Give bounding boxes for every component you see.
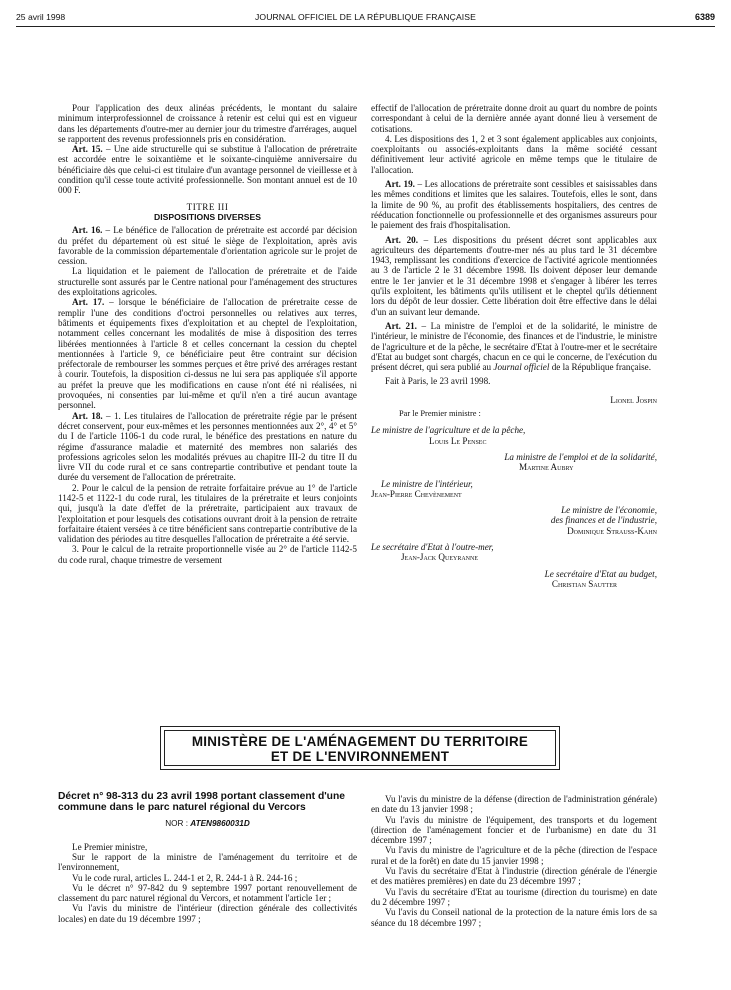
signatory-role: Le ministre de l'économie, [561, 505, 657, 516]
article-19 [371, 179, 657, 230]
article-label: Art. 19. [385, 179, 415, 190]
signature-block [371, 395, 657, 405]
paragraph: effectif de l'allocation de préretraite donne droit au quart du nombre de points correspondant à celui de la dernière année ayant donné lieu à versement de cotisations. [371, 103, 657, 134]
nor-reference [58, 819, 357, 829]
journal-title: JOURNAL OFFICIEL DE LA RÉPUBLIQUE FRANÇAISE [255, 12, 476, 22]
article-text: – Les dispositions du présent décret sont applicables aux agriculteurs des départements d'outre-mer nés au plus tard le 31 décembre 1943, remplissant les conditions d'exercice de l'activité agricole mentionnées au 3 de l'article 2 le 31 décembre 1998. Ils doivent déposer leur demande entre le 1er janvier et le 31 décembre 1998 et s'engager à libérer les terres qu'ils exploitent, les bâtiments qu'ils utilisent et le cheptel qu'ils détiennent lors du dépôt de leur dossier. Cette libération doit être effective dans le délai d'un an suivant leur demande. [371, 234, 657, 317]
paragraph: Vu l'avis du secrétaire d'Etat au tourisme (direction du tourisme) en date du 2 décembre 1997 ; [371, 886, 657, 907]
article-text: – La ministre de l'emploi et de la solidarité, le ministre de l'intérieur, le ministre de l'économie, des finances et de l'industrie, le ministre de l'agriculture et de la pêche, le secrétaire d'Etat à l'outre-mer et le secrétaire d'Etat au budget sont chargés, chacun en ce qui le concerne, de l'exécution du présent décret, qui sera publié au [371, 320, 657, 373]
paragraph: Vu le code rural, articles L. 244-1 et 2, R. 244-1 à R. 244-16 ; [72, 872, 298, 883]
article-text: – Les allocations de préretraite sont cessibles et saisissables dans les mêmes conditions et limites que les salaires. Toutefois, elles le sont, dans la limite de 90 %, au profit des établissements hospitaliers, des centres de rééducation fonctionnelle ou professionnelle et des organismes assureurs pour le paiement des frais d'hospitalisation. [371, 179, 657, 231]
titre-subheading: DISPOSITIONS DIVERSES [154, 211, 261, 222]
signatory-role: Le secrétaire d'Etat au budget, [544, 568, 657, 579]
signatory-name: Jean-Jack Queyranne [401, 552, 479, 563]
article-text: – lorsque le bénéficiaire de l'allocation de préretraite cesse de remplir l'une des conditions d'octroi personnelles ou relatives aux terres, bâtiments et équipements fixes d'exploitation et au cheptel de l'exploitation, notamment celles concernant les modalités de mise à disposition des terres libérées mentionnées à l'article 8 et celles concernant la cession du cheptel mentionnées à l'article 9, ce bénéficiaire peut être contraint sur décision préfectorale de rembourser les sommes perçues et être privé des arrérages restant à courir. Toutefois, la disposition ci-dessus ne lui sera pas appliquée s'il apporte au préfet la preuve que les modifications en cause n'ont été ni réalisées, ni provoquées, ni consenties par lui-même et qu'il n'en a tiré aucun avantage personnel. [58, 297, 357, 411]
paragraph: 2. Pour le calcul de la pension de retraite forfaitaire prévue au 1° de l'article 1142-5 et 1122-1 du code rural, les titulaires de la préretraite et leurs conjoints qui, jusqu'à la date d'effet de la préretraite, participaient aux travaux de l'exploitation et pour lesquels des cotisations ouvrant droit à la pension de retraite forfaitaire étaient versées à ce titre bénéficient sans contrepartie contributive de la validation des périodes au titre desquelles l'allocation de préretraite a été servie. [58, 482, 357, 545]
signatory-role: Le ministre de l'intérieur, [381, 478, 473, 489]
article-label: Art. 17. [72, 297, 105, 308]
article-label: Art. 15. [72, 144, 103, 155]
article-label: Art. 16. [72, 225, 103, 236]
decret-left-column [58, 791, 357, 924]
article-text: – Une aide structurelle qui se substitue à l'allocation de préretraite est accordée entre le soixantième et le soixante-cinquième anniversaire du bénéficiaire dès que celui-ci est titulaire d'un avantage personnel de vieillesse et à condition qu'il cesse toute activité professionnelle. Son montant annuel est de 10 000 F. [58, 144, 357, 196]
decret-title: Décret n° 98-313 du 23 avril 1998 portant classement d'une commune dans le parc naturel régional du Vercors [58, 791, 345, 814]
paragraph: Le Premier ministre, [72, 841, 148, 852]
signatory-role: Par le Premier ministre : [399, 409, 481, 419]
paragraph: 3. Pour le calcul de la retraite proportionnelle visée au 2° de l'article 1142-5 du code rural, chaque trimestre de versement [58, 544, 357, 565]
article-18 [58, 411, 357, 483]
article-text: – 1. Les titulaires de l'allocation de préretraite régie par le présent décret conservent, pour eux-mêmes et les personnes mentionnées aux 2°, 4° et 5° du I de l'article 1106-1 du code rural, le bénéfice des prestations en nature du régime d'assurance maladie et maternité des membres non salariés des professions agricoles selon les modalités prévues au chapitre III-2 du titre II du livre VII du code rural et ce sans contrepartie contributive et pendant toute la durée du versement de l'allocation de préretraite. [58, 410, 358, 483]
left-column [58, 103, 357, 565]
page-header [16, 12, 715, 27]
paragraph: Vu l'avis du ministre de la défense (direction de l'administration générale) en date du 13 janvier 1998 ; [371, 794, 657, 815]
article-label: Art. 20. [385, 234, 418, 245]
article-20 [371, 235, 657, 317]
article-16 [58, 225, 357, 266]
ministry-name-line2: ET DE L'ENVIRONNEMENT [270, 749, 450, 764]
signature-date: Fait à Paris, le 23 avril 1998. [385, 376, 491, 387]
paragraph: Pour l'application des deux alinéas précédents, le montant du salaire minimum interprofessionnel de croissance à retenir est celui qui est en vigueur dans les départements d'outre-mer au dernier jour du trimestre d'arrérages, auquel se rapportent des revenus professionnels pris en considération. [58, 103, 357, 144]
ministry-name-line1: MINISTÈRE DE L'AMÉNAGEMENT DU TERRITOIRE [191, 734, 529, 749]
article-21 [371, 321, 657, 372]
signatory-role: Le secrétaire d'Etat à l'outre-mer, [371, 541, 494, 552]
journal-name: Journal officiel [493, 362, 550, 373]
paragraph: Vu le décret n° 97-842 du 9 septembre 1997 portant renouvellement de classement du parc naturel régional du Vercors, et notamment l'article 1er ; [58, 882, 357, 904]
article-15 [58, 144, 357, 195]
signatory-name: Martine Aubry [519, 462, 574, 473]
signatory-name: Louis Le Pensec [429, 435, 487, 446]
paragraph: Vu l'avis du ministre de l'agriculture et de la pêche (direction de l'espace rural et de la forêt) en date du 15 janvier 1998 ; [371, 845, 657, 866]
decret-right-column [371, 794, 657, 928]
ministry-banner [160, 726, 560, 770]
right-column [371, 103, 657, 589]
titre-heading: TITRE III [186, 201, 229, 212]
nor-label: NOR : [165, 819, 191, 829]
signatory-role: des finances et de l'industrie, [550, 515, 657, 526]
nor-code: ATEN9860031D [190, 819, 250, 829]
signatory-name: Dominique Strauss-Kahn [567, 525, 657, 536]
article-label: Art. 21. [385, 320, 417, 331]
page-number: 6389 [694, 12, 715, 22]
article-label: Art. 18. [72, 410, 103, 421]
article-text: de la République française. [549, 362, 652, 373]
paragraph: Vu l'avis du ministre de l'intérieur (direction générale des collectivités locales) en date du 19 décembre 1997 ; [58, 903, 357, 924]
signatory-role: La ministre de l'emploi et de la solidarité, [504, 451, 657, 462]
paragraph: 4. Les dispositions des 1, 2 et 3 sont également applicables aux conjoints, coexploitants ou associés-exploitants dans la même société cessant définitivement leur activité agricole en même temps que le titulaire de l'allocation. [371, 133, 657, 175]
header-date: 25 avril 1998 [16, 12, 66, 22]
signatory-name: Christian Sautter [551, 578, 617, 589]
paragraph: Vu l'avis du Conseil national de la protection de la nature émis lors de sa séance du 18 décembre 1997 ; [371, 907, 657, 928]
signatory-role: Le ministre de l'agriculture et de la pêche, [371, 425, 526, 436]
paragraph: Vu l'avis du secrétaire d'Etat à l'industrie (direction générale de l'énergie et des matières premières) en date du 23 décembre 1997 ; [371, 866, 657, 887]
signatory-name: Jean-Pierre Chevènement [371, 488, 462, 499]
paragraph: Vu l'avis du ministre de l'équipement, des transports et du logement (direction de l'aménagement foncier et de l'urbanisme) en date du 31 décembre 1997 ; [371, 814, 657, 846]
paragraph: Sur le rapport de la ministre de l'aménagement du territoire et de l'environnement, [58, 852, 357, 873]
article-text: – Le bénéfice de l'allocation de préretraite est accordé par décision du préfet du département où est situé le siège de l'exploitation, après avis favorable de la commission départementale d'orientation agricole sur le projet de cession. [58, 225, 358, 267]
paragraph: La liquidation et le paiement de l'allocation de préretraite et de l'aide structurelle sont assurés par le Centre national pour l'aménagement des structures des exploitations agricoles. [58, 266, 357, 298]
article-17 [58, 297, 357, 410]
signatory-name: Lionel Jospin [610, 394, 657, 405]
